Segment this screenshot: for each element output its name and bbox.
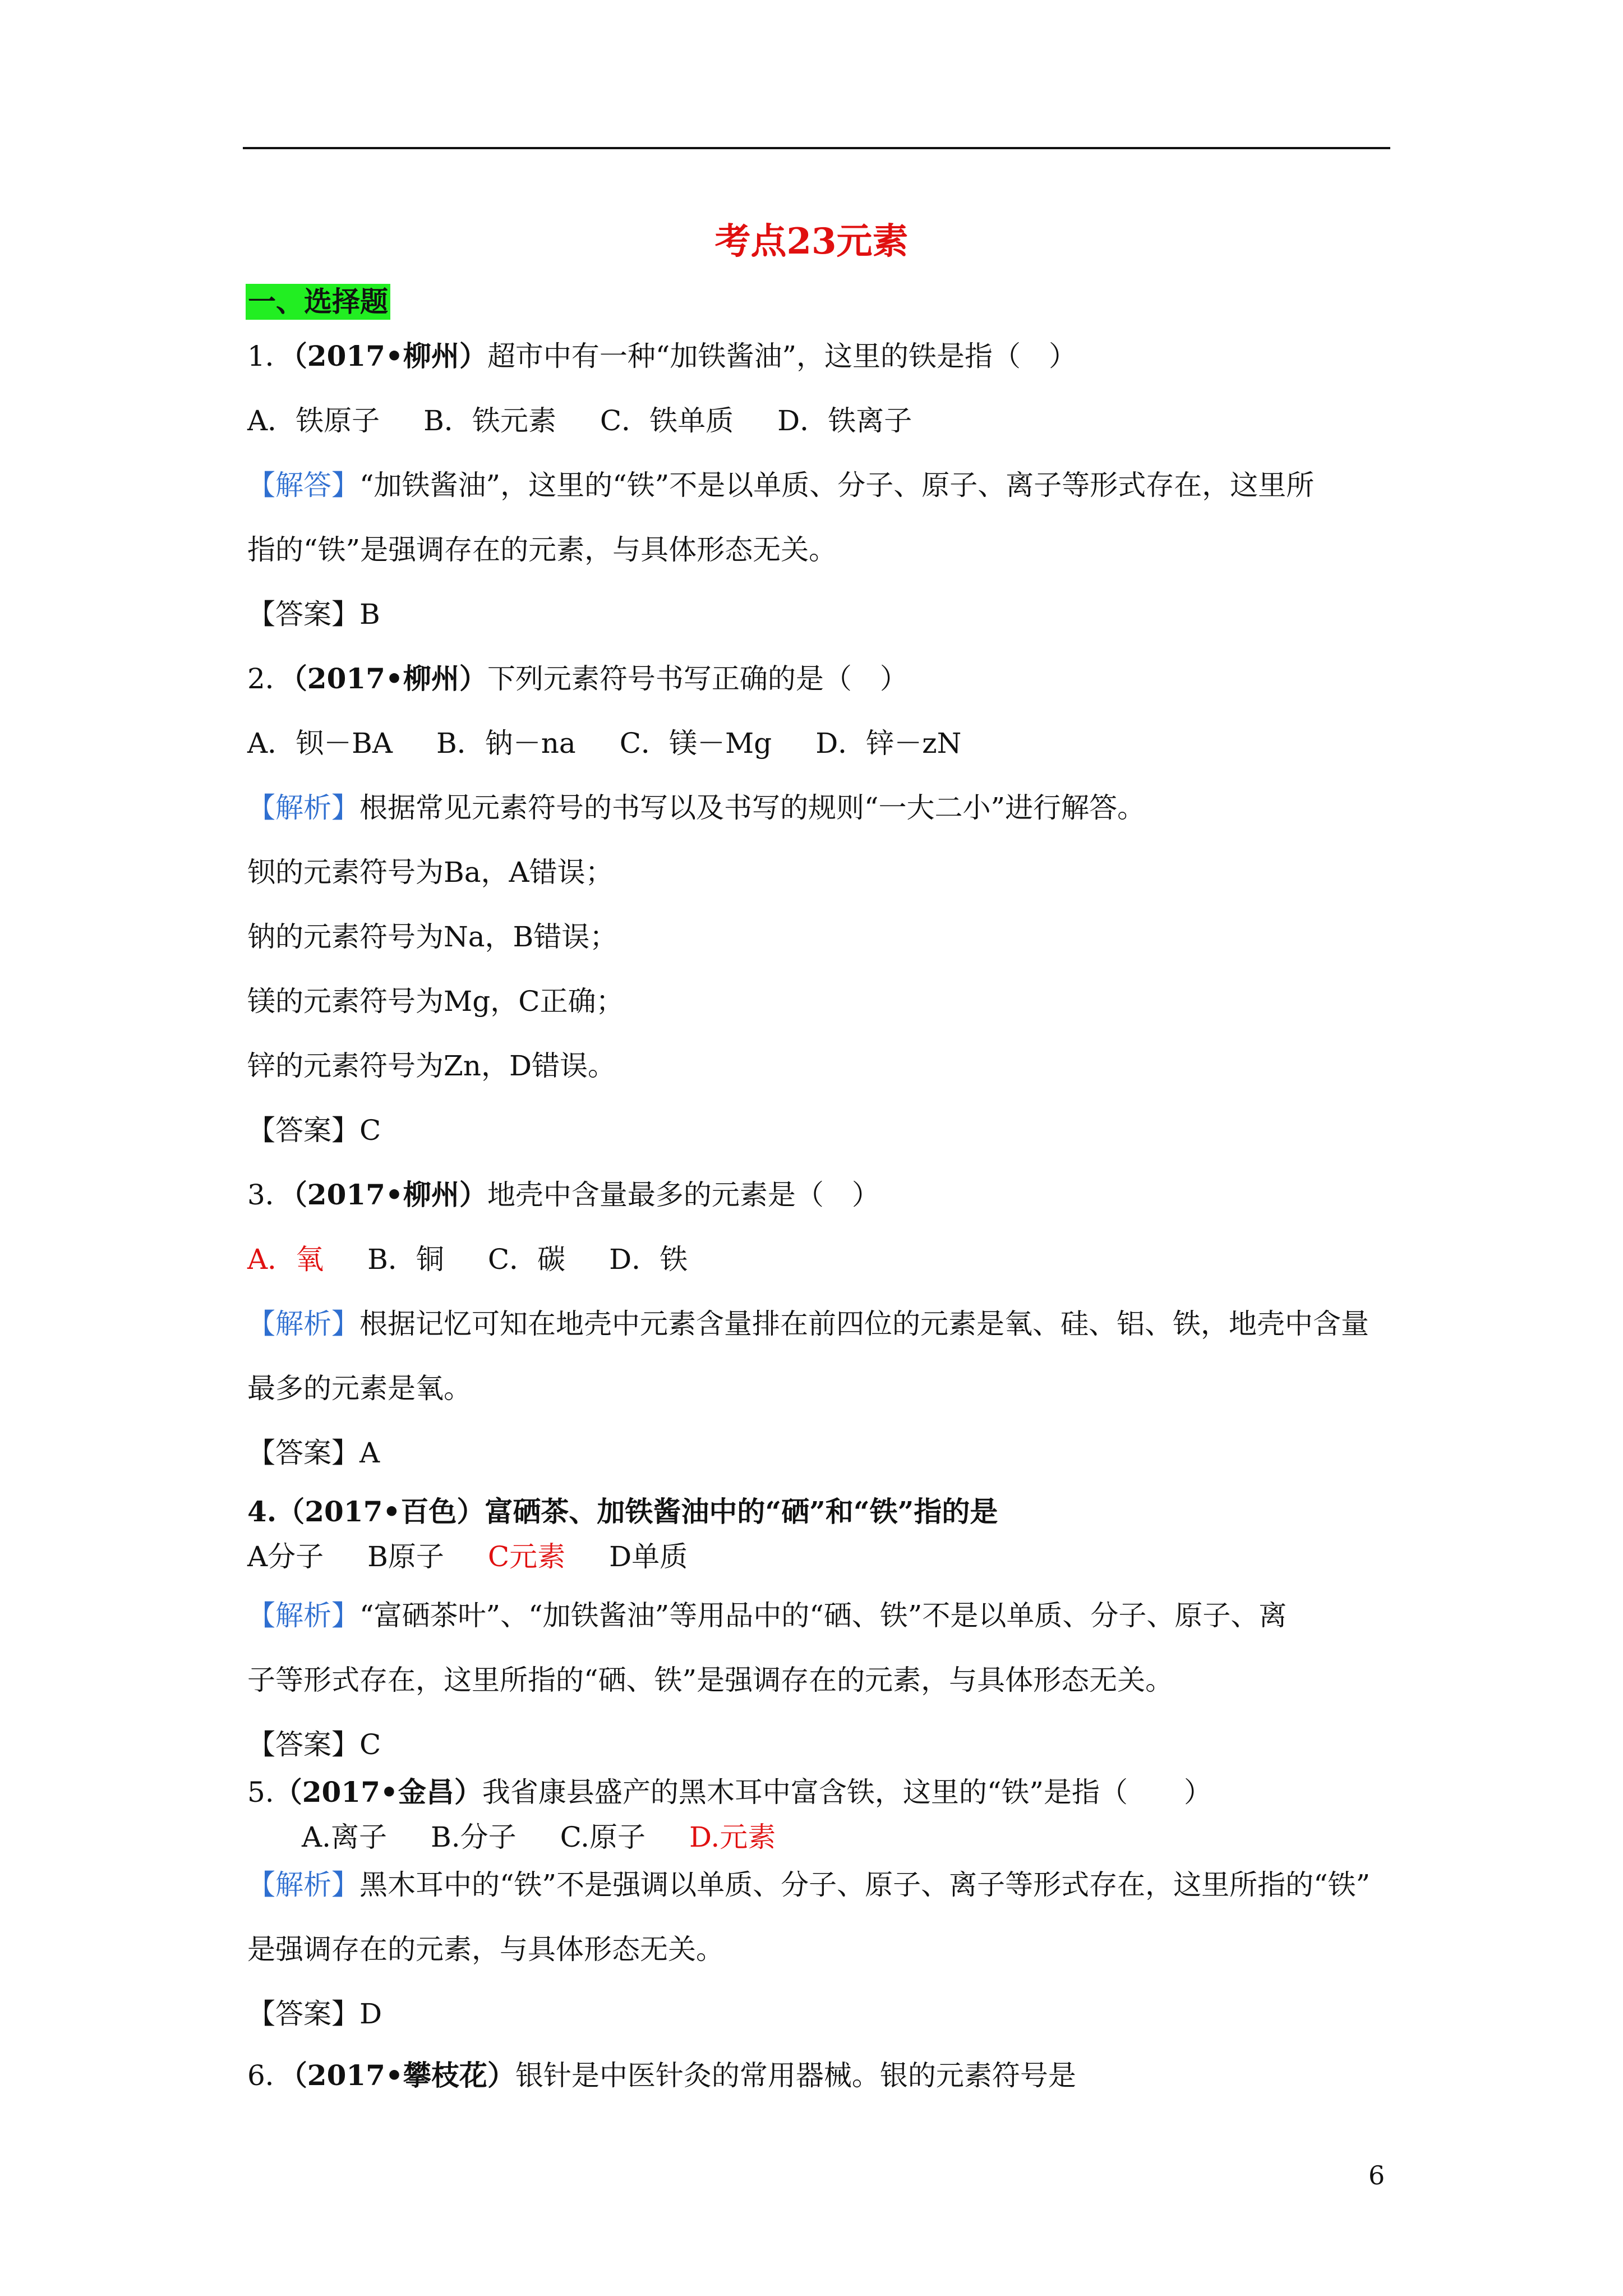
option-c: C元素 [487, 1540, 566, 1573]
option-b: B原子 [367, 1540, 444, 1573]
question-5-options [302, 1818, 776, 1857]
question-source: （2017•攀枝花） [293, 2059, 515, 2092]
question-source: （2017•柳州） [293, 1178, 487, 1211]
option-d: D．铁离子 [777, 404, 912, 437]
option-c: C．碳 [487, 1243, 566, 1276]
question-source: （2017•金昌） [274, 1775, 482, 1809]
question-5-explanation-line-1: 【解析】黑木耳中的“铁”不是强调以单质、分子、原子、离子等形式存在，这里所指的“铁” [247, 1869, 1371, 1901]
option-c: C．铁单质 [600, 404, 734, 437]
question-2-explanation-line-3: 钠的元素符号为Na，B错误； [247, 921, 618, 953]
option-d: D.元素 [689, 1821, 776, 1853]
question-2-stem [247, 659, 908, 698]
question-4-explanation-line-2: 子等形式存在，这里所指的“硒、铁”是强调存在的元素，与具体形态无关。 [247, 1664, 1174, 1696]
question-text: 我省康县盛产的黑木耳中富含铁，这里的“铁”是指（ ） [482, 1776, 1212, 1809]
question-1-stem [247, 337, 1077, 376]
question-2-explanation-line-1: 【解析】根据常见元素符号的书写以及书写的规则“一大二小”进行解答。 [247, 792, 1146, 824]
explanation-tag: 【解析】 [247, 1869, 359, 1901]
option-a: A.离子 [302, 1821, 388, 1853]
question-text: 超市中有一种“加铁酱油”，这里的铁是指（ ） [487, 340, 1077, 372]
question-6-stem [247, 2056, 1076, 2095]
question-text: 下列元素符号书写正确的是（ ） [487, 662, 908, 695]
option-b: B.分子 [431, 1821, 517, 1853]
question-text: 地壳中含量最多的元素是（ ） [487, 1179, 880, 1211]
question-source: （2017•柳州） [293, 339, 487, 372]
question-2-explanation-line-4: 镁的元素符号为Mg，C正确； [247, 985, 624, 1018]
question-5-answer: 【答案】D [247, 1998, 382, 2030]
explanation-tag: 【解析】 [247, 792, 359, 824]
question-source: （2017•百色） [276, 1495, 485, 1528]
question-number: 5. [247, 1776, 274, 1809]
section-heading: 一、选择题 [246, 284, 390, 320]
question-2-explanation-line-2: 钡的元素符号为Ba，A错误； [247, 856, 614, 889]
question-number: 2． [247, 662, 293, 695]
question-number: 3． [247, 1179, 293, 1211]
option-d: D．铁 [609, 1243, 688, 1276]
question-4-answer: 【答案】C [247, 1728, 381, 1761]
question-1-answer: 【答案】B [247, 598, 380, 631]
option-a: A分子 [247, 1540, 324, 1573]
question-1-explanation-line-1: 【解答】“加铁酱油”，这里的“铁”不是以单质、分子、原子、离子等形式存在，这里所 [247, 469, 1315, 501]
question-4-explanation-line-1: 【解析】“富硒茶叶”、“加铁酱油”等用品中的“硒、铁”不是以单质、分子、原子、离 [247, 1599, 1287, 1632]
question-2-answer: 【答案】C [247, 1114, 381, 1147]
question-3-stem [247, 1175, 880, 1214]
option-d: D．锌－zN [815, 727, 962, 760]
question-5-stem [247, 1773, 1212, 1812]
option-c: C．镁－Mg [619, 727, 772, 760]
question-text: 银针是中医针灸的常用器械。银的元素符号是 [515, 2059, 1076, 2092]
option-b: B．钠－na [436, 727, 576, 760]
option-b: B．铁元素 [423, 404, 556, 437]
question-number: 4. [247, 1495, 277, 1528]
page-title: 考点23元素 [714, 220, 909, 263]
question-3-explanation-line-1: 【解析】根据记忆可知在地壳中元素含量排在前四位的元素是氧、硅、铝、铁，地壳中含量 [247, 1308, 1369, 1340]
question-2-explanation-line-5: 锌的元素符号为Zn，D错误。 [247, 1050, 616, 1082]
question-4-options [247, 1537, 688, 1576]
explanation-tag: 【解析】 [247, 1308, 359, 1340]
explanation-tag: 【解答】 [247, 469, 359, 501]
page-number: 6 [1368, 2160, 1385, 2191]
question-number: 6． [247, 2059, 293, 2092]
explanation-tag: 【解析】 [247, 1599, 359, 1632]
option-a: A．氧 [247, 1243, 324, 1276]
question-number: 1． [247, 340, 293, 372]
question-source: （2017•柳州） [293, 662, 487, 695]
option-b: B．铜 [367, 1243, 444, 1276]
question-3-explanation-line-2: 最多的元素是氧。 [247, 1372, 472, 1405]
question-text: 富硒茶、加铁酱油中的“硒”和“铁”指的是 [485, 1495, 998, 1528]
question-2-options [247, 724, 961, 763]
question-3-options [247, 1240, 688, 1279]
question-1-explanation-line-2: 指的“铁”是强调存在的元素，与具体形态无关。 [247, 533, 837, 566]
question-4-stem [247, 1492, 998, 1531]
option-c: C.原子 [560, 1821, 646, 1853]
header-rule [243, 147, 1390, 149]
option-a: A．钡－BA [247, 727, 393, 760]
option-d: D单质 [609, 1540, 688, 1573]
question-5-explanation-line-2: 是强调存在的元素，与具体形态无关。 [247, 1933, 724, 1966]
question-3-answer: 【答案】A [247, 1437, 380, 1469]
option-a: A．铁原子 [247, 404, 380, 437]
question-1-options [247, 401, 912, 440]
